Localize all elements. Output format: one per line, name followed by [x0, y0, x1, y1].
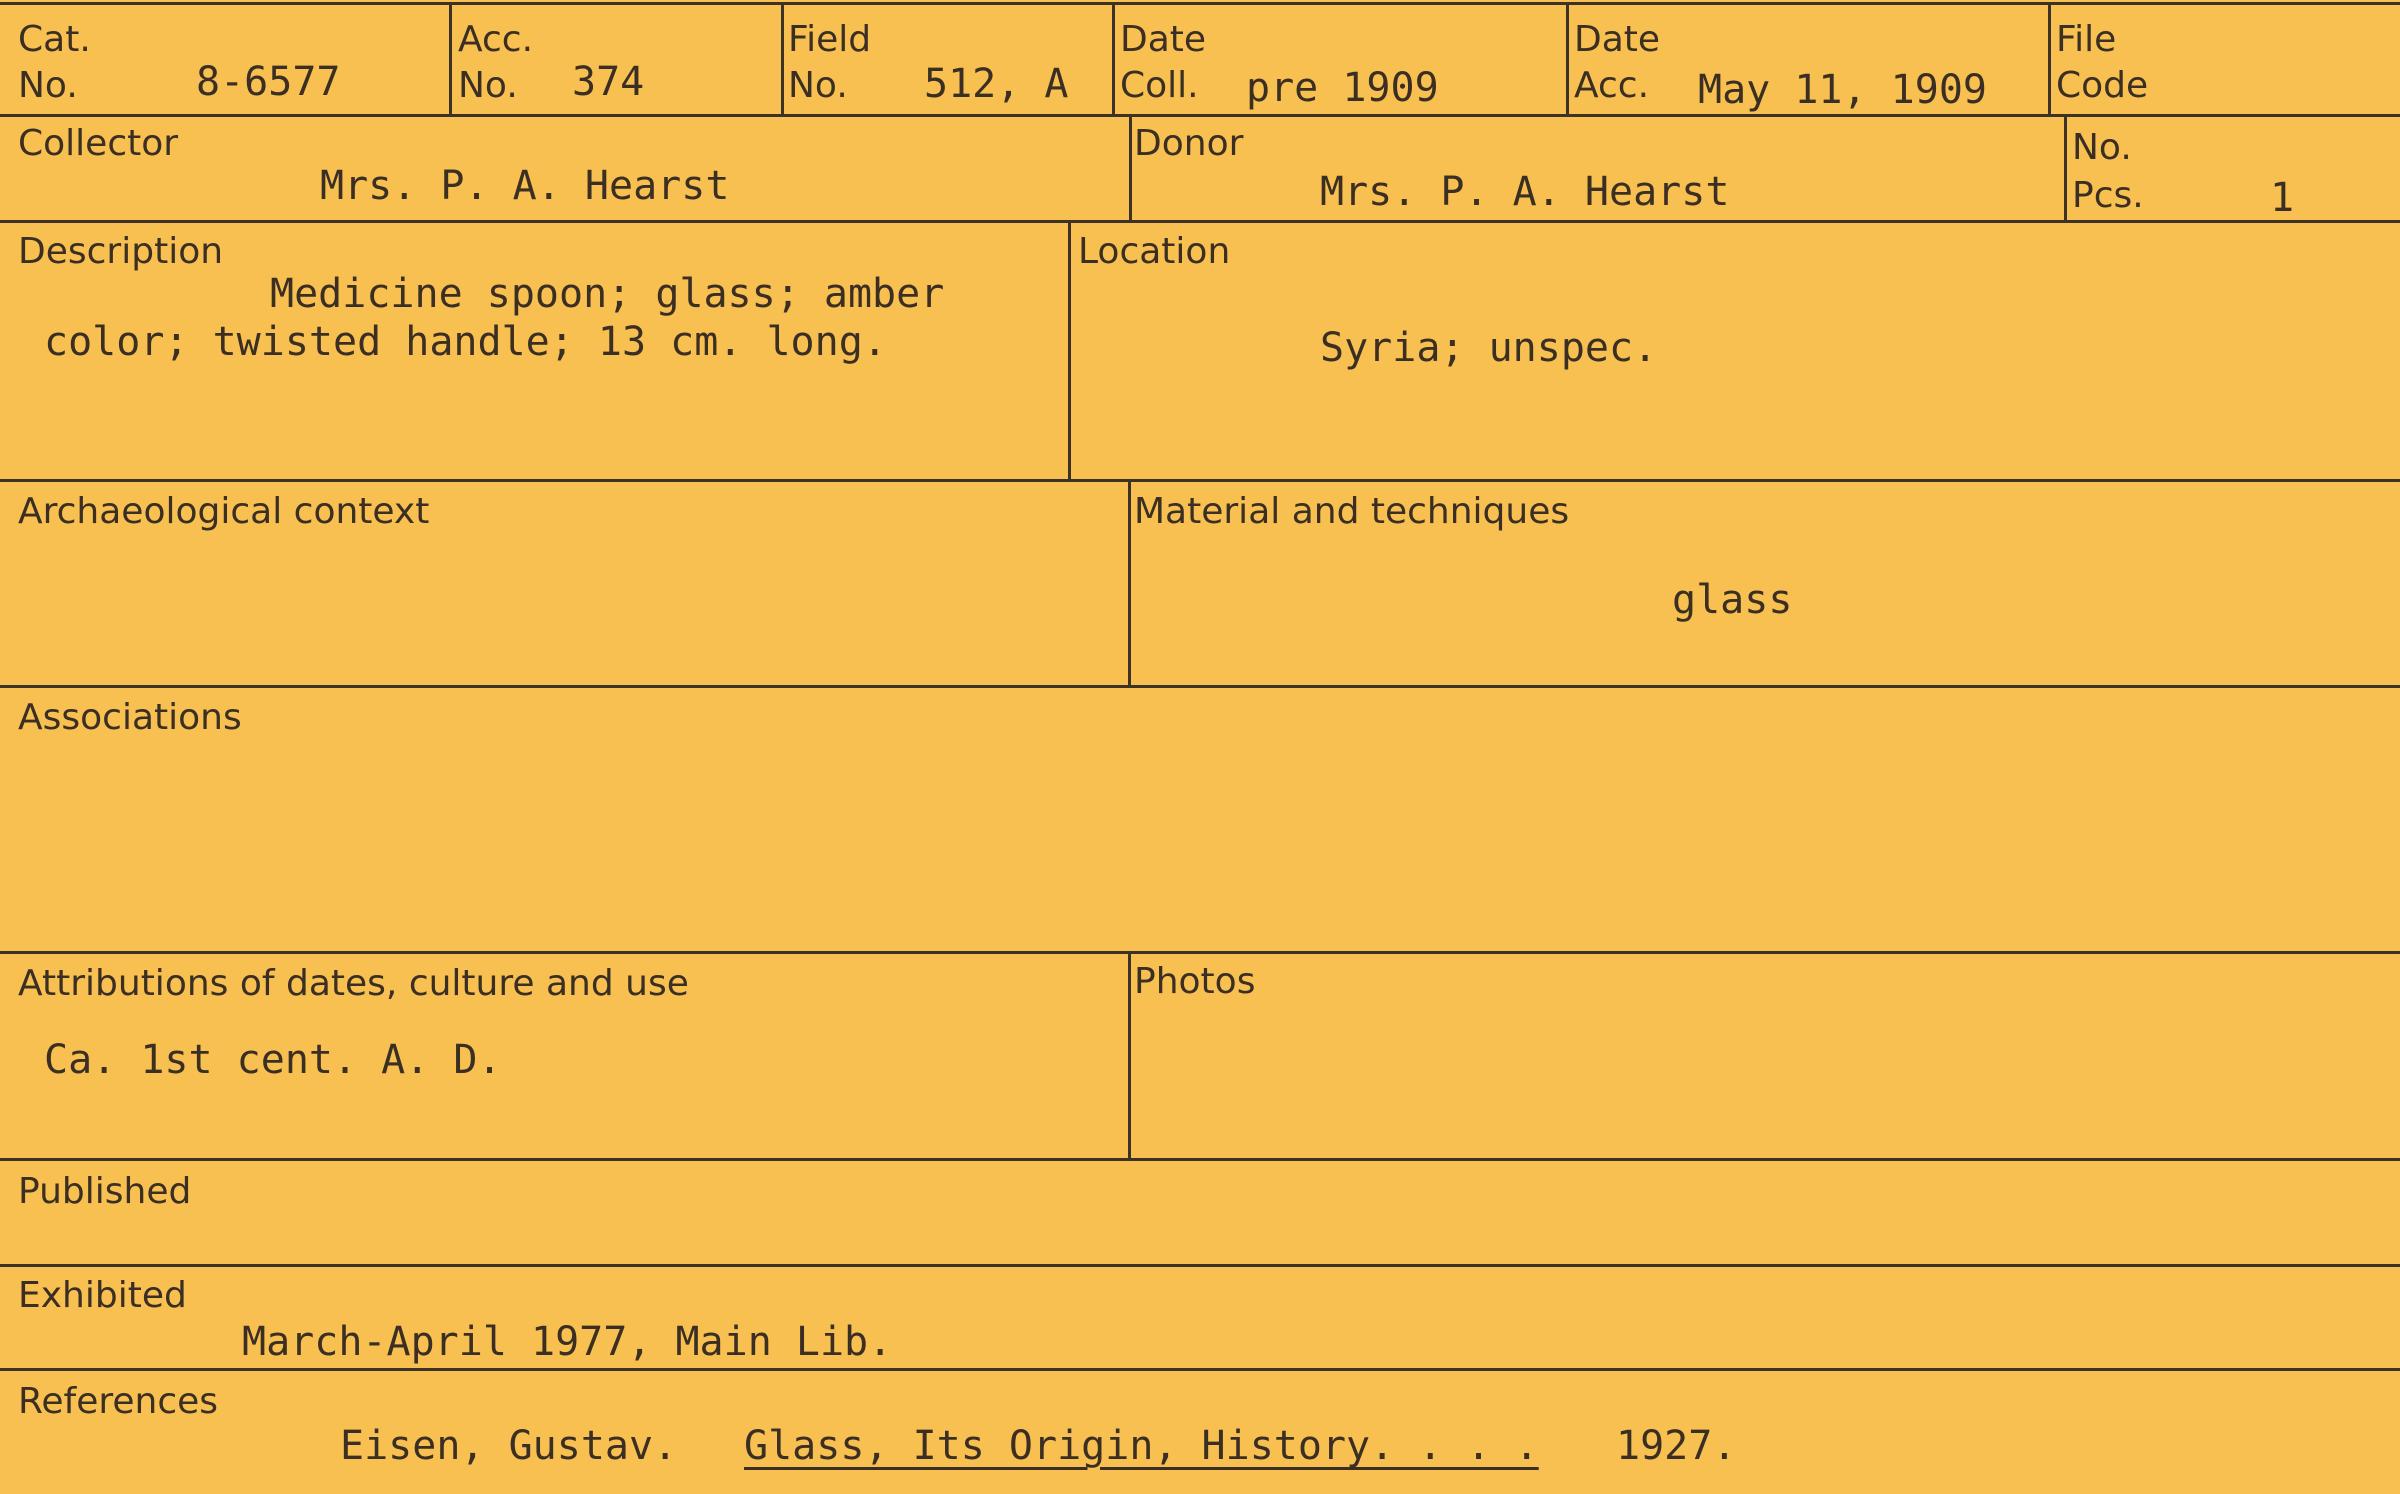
- acc-number: 374: [572, 59, 645, 105]
- file-label-2: Code: [2056, 65, 2149, 106]
- rule-attr-bottom: [0, 1158, 2400, 1161]
- published-label: Published: [18, 1171, 192, 1212]
- rule-arch-bottom: [0, 685, 2400, 688]
- archaeological-context-label: Archaeological context: [18, 491, 430, 532]
- field-label-1: Field: [788, 19, 872, 60]
- date-acc-label-2: Acc.: [1574, 65, 1650, 106]
- material-value: glass: [1672, 577, 1793, 623]
- rule-v-datecoll: [1112, 2, 1115, 116]
- collector-value: Mrs. P. A. Hearst: [320, 163, 730, 209]
- rule-row2-bottom: [0, 220, 2400, 223]
- rule-v-acc: [449, 2, 452, 116]
- donor-label: Donor: [1134, 123, 1244, 164]
- cat-label-1: Cat.: [18, 19, 91, 60]
- rule-top: [0, 2, 2400, 5]
- rule-header-bottom: [0, 114, 2400, 117]
- rule-v-material: [1128, 479, 1131, 687]
- cat-label-2: No.: [18, 65, 78, 106]
- photos-label: Photos: [1134, 961, 1256, 1002]
- date-coll-label-1: Date: [1120, 19, 1207, 60]
- rule-exhibited-bottom: [0, 1368, 2400, 1371]
- rule-assoc-bottom: [0, 951, 2400, 954]
- exhibited-value: March-April 1977, Main Lib.: [242, 1319, 893, 1365]
- attributions-value: Ca. 1st cent. A. D.: [44, 1037, 502, 1083]
- reference-author: Eisen, Gustav.: [340, 1423, 678, 1469]
- rule-v-photos: [1128, 951, 1131, 1160]
- location-value: Syria; unspec.: [1320, 325, 1658, 371]
- associations-label: Associations: [18, 697, 242, 738]
- field-label-2: No.: [788, 65, 848, 106]
- rule-desc-bottom: [0, 479, 2400, 482]
- cat-number: 8-6577: [196, 59, 341, 105]
- acc-label-1: Acc.: [458, 19, 534, 60]
- description-label: Description: [18, 231, 224, 272]
- description-line-2: color; twisted handle; 13 cm. long.: [44, 319, 887, 365]
- references-label: References: [18, 1381, 219, 1422]
- exhibited-label: Exhibited: [18, 1275, 187, 1316]
- description-line-1: Medicine spoon; glass; amber: [270, 271, 945, 317]
- date-coll-label-2: Coll.: [1120, 65, 1199, 106]
- pcs-value: 1: [2270, 175, 2295, 221]
- material-label: Material and techniques: [1134, 491, 1570, 532]
- reference-title: Glass, Its Origin, History. . . .: [744, 1423, 1539, 1469]
- field-number: 512, A: [924, 61, 1069, 107]
- rule-v-field: [781, 2, 784, 116]
- acc-label-2: No.: [458, 65, 518, 106]
- location-label: Location: [1078, 231, 1231, 272]
- date-coll-value: pre 1909: [1246, 65, 1439, 111]
- pcs-label-1: No.: [2072, 127, 2132, 168]
- rule-v-file: [2048, 2, 2051, 116]
- pcs-label-2: Pcs.: [2072, 175, 2144, 216]
- rule-v-donor: [1129, 114, 1132, 222]
- collector-label: Collector: [18, 123, 179, 164]
- attributions-label: Attributions of dates, culture and use: [18, 963, 689, 1004]
- reference-year: 1927.: [1616, 1423, 1737, 1469]
- date-acc-label-1: Date: [1574, 19, 1661, 60]
- file-label-1: File: [2056, 19, 2117, 60]
- rule-v-pcs: [2064, 114, 2067, 222]
- rule-published-bottom: [0, 1264, 2400, 1267]
- donor-value: Mrs. P. A. Hearst: [1320, 169, 1730, 215]
- rule-v-location: [1068, 220, 1071, 481]
- date-acc-value: May 11, 1909: [1698, 67, 1987, 113]
- rule-v-dateacc: [1566, 2, 1569, 116]
